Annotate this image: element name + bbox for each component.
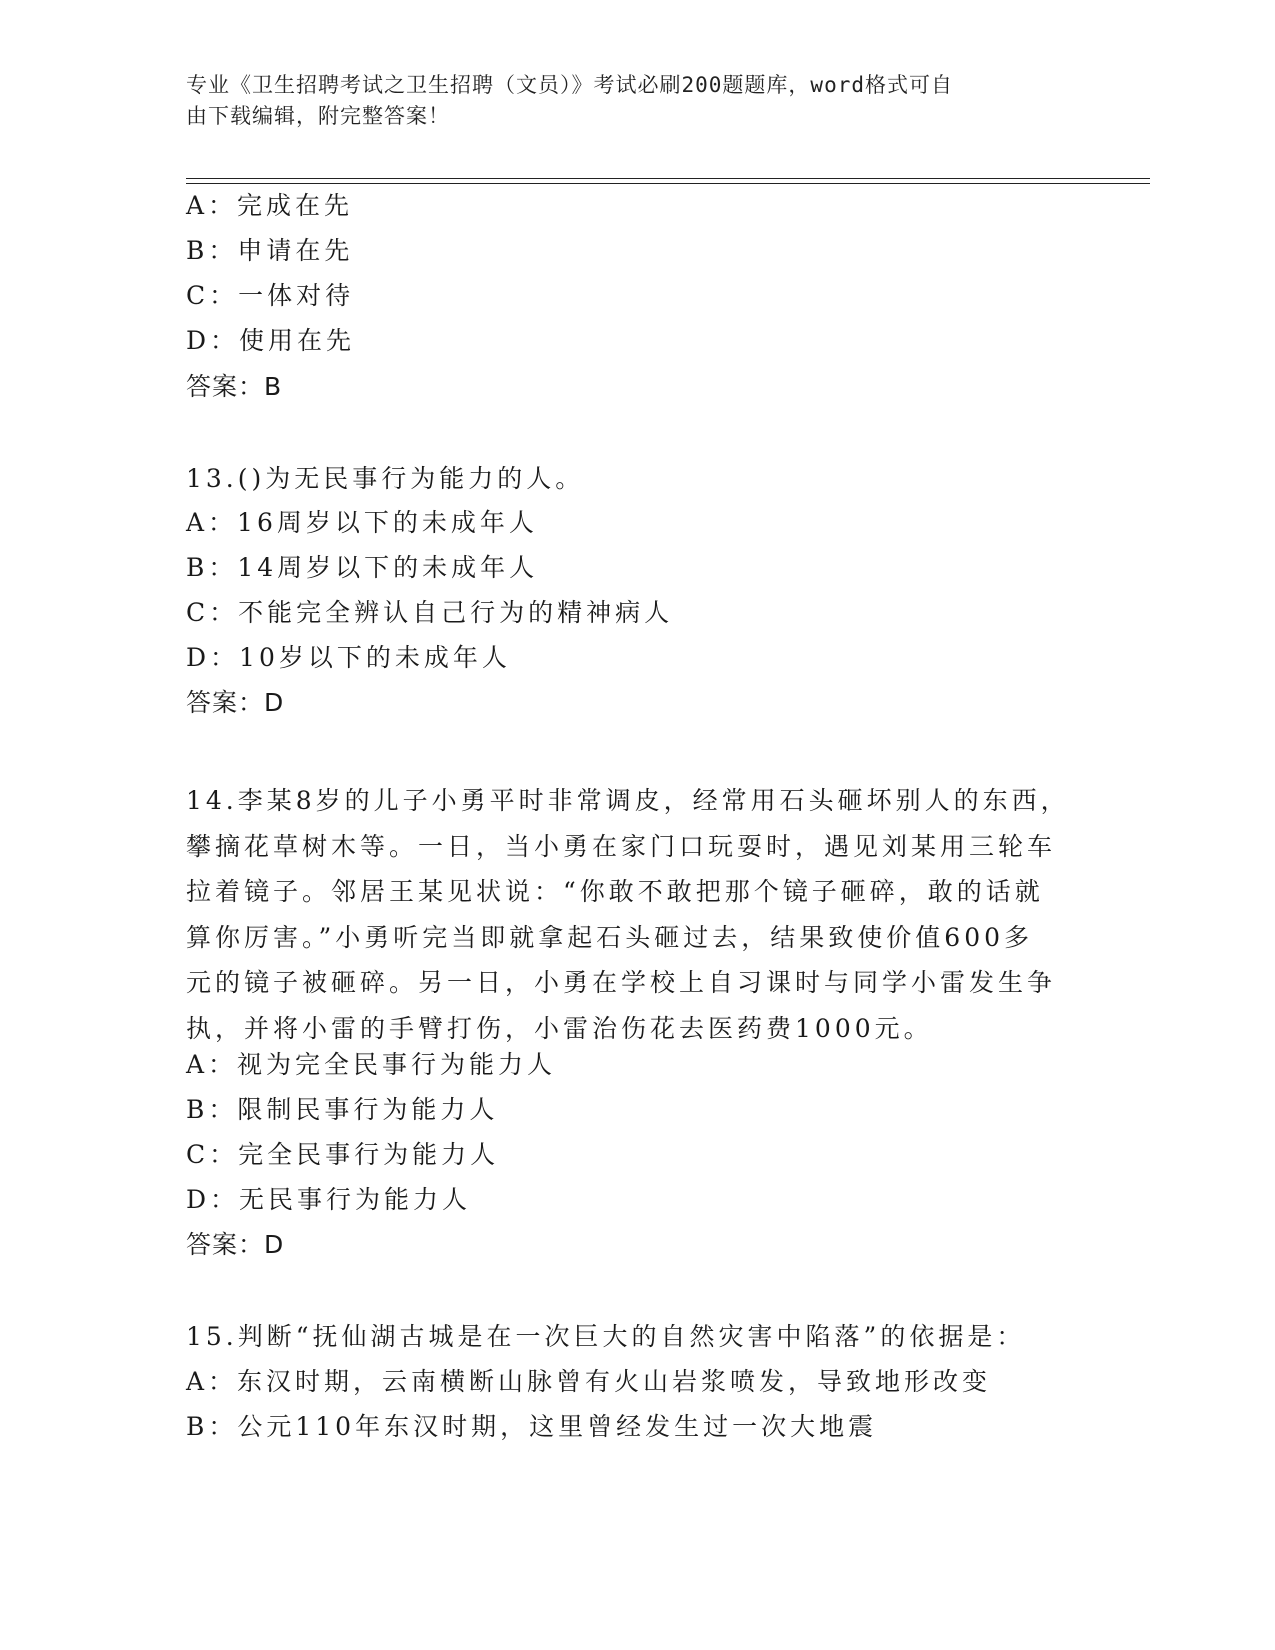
q13-option-a: A：16周岁以下的未成年人 [186,508,538,537]
header-rule-bottom [186,183,1150,184]
q15-option-a: A：东汉时期，云南横断山脉曾有火山岩浆喷发，导致地形改变 [186,1367,992,1396]
q12-option-b: B：申请在先 [186,236,354,265]
document-header [186,70,1086,132]
q14-option-b: B：限制民事行为能力人 [186,1095,499,1124]
q14-stem-line: 算你厉害。”小勇听完当即就拿起石头砸过去，结果致使价值600多 [186,922,1034,952]
q13-option-d: D：10岁以下的未成年人 [186,643,511,672]
q12-option-c: C：一体对待 [186,281,355,310]
q15-option-b: B：公元110年东汉时期，这里曾经发生过一次大地震 [186,1412,878,1441]
header-line-2: 由下载编辑，附完整答案！ [186,104,450,128]
q14-stem-line: 拉着镜子。邻居王某见状说：“你敢不敢把那个镜子砸碎，敢的话就 [186,877,1044,906]
q14-stem [186,778,1070,1051]
q15-stem: 15.判断“抚仙湖古城是在一次巨大的自然灾害中陷落”的依据是： [186,1322,1026,1351]
q14-answer: 答案：D [186,1230,285,1259]
q12-answer: 答案：B [186,372,283,401]
q14-option-c: C：完全民事行为能力人 [186,1140,500,1169]
q13-option-c: C：不能完全辨认自己行为的精神病人 [186,598,674,627]
q13-stem: 13.()为无民事行为能力的人。 [186,464,585,493]
header-line-1: 专业《卫生招聘考试之卫生招聘（文员）》考试必刷200题题库，word格式可自 [186,73,953,97]
q13-answer: 答案：D [186,688,285,717]
q14-option-d: D：无民事行为能力人 [186,1185,472,1214]
q14-stem-line: 元的镜子被砸碎。另一日，小勇在学校上自习课时与同学小雷发生争 [186,968,1057,997]
q14-stem-line: 执，并将小雷的手臂打伤，小雷治伤花去医药费1000元。 [186,1013,933,1043]
q13-option-b: B：14周岁以下的未成年人 [186,553,539,582]
q14-option-a: A：视为完全民事行为能力人 [186,1050,557,1079]
header-rule-top [186,178,1150,179]
q12-option-d: D：使用在先 [186,326,356,355]
q14-stem-line: 攀摘花草树木等。一日，当小勇在家门口玩耍时，遇见刘某用三轮车 [186,831,1057,861]
q12-option-a: A：完成在先 [186,191,354,220]
q14-stem-line: 14.李某8岁的儿子小勇平时非常调皮，经常用石头砸坏别人的东西， [186,786,1070,815]
